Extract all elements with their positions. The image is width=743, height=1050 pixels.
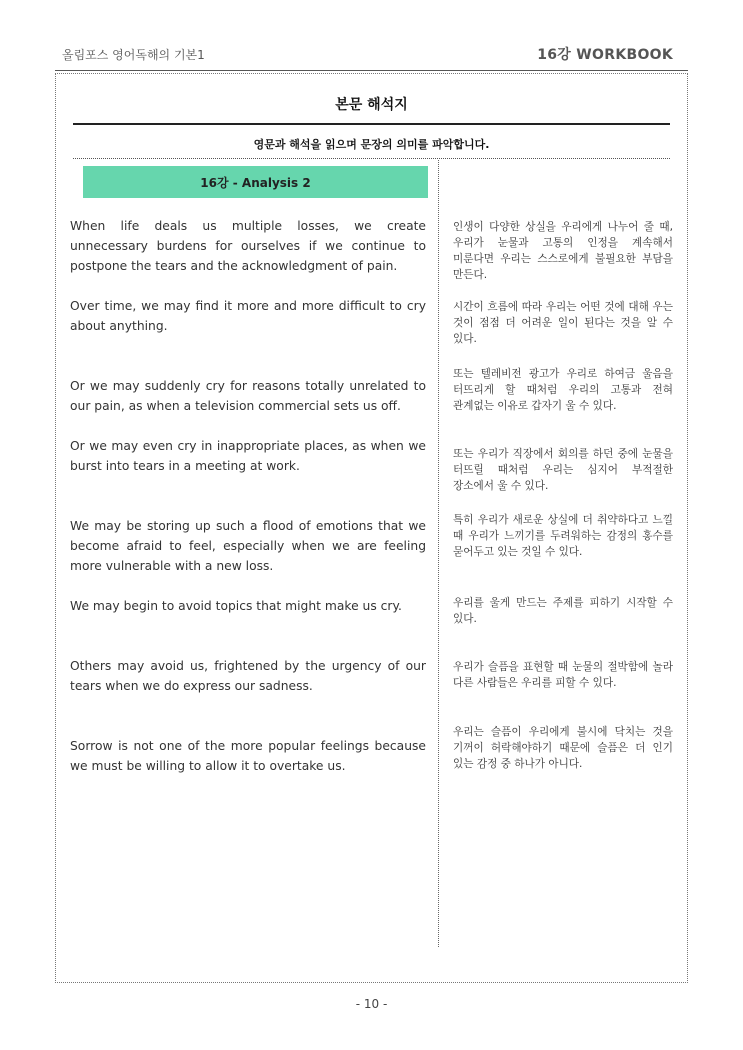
analysis-label: 16강 - Analysis 2 bbox=[83, 166, 428, 198]
lesson-label: 16강 WORKBOOK bbox=[537, 47, 673, 63]
page-title: 본문 해석지 bbox=[335, 97, 408, 113]
english-sentence-4: Or we may even cry in inappropriate places, as when we burst into tears in a meeting at work. bbox=[70, 439, 426, 473]
korean-translation-7: 우리가 슬픔을 표현할 때 눈물의 절박함에 놀라 다른 사람들은 우리를 피할 수 있다. bbox=[453, 661, 673, 689]
korean-translation-5: 특히 우리가 새로운 상실에 더 취약하다고 느낄 때 우리가 느끼기를 두려워하는 감정의 홍수를 묻어두고 있는 것일 수 있다. bbox=[453, 514, 673, 558]
english-sentence-2: Over time, we may find it more and more difficult to cry about anything. bbox=[70, 299, 426, 333]
korean-translation-8: 우리는 슬픔이 우리에게 불시에 닥치는 것을 기꺼이 허락해야하기 때문에 슬픔은 더 인기 있는 감정 중 하나가 아니다. bbox=[453, 726, 673, 770]
page-number: - 10 - bbox=[355, 997, 388, 1011]
column-divider bbox=[438, 160, 439, 947]
english-sentence-3: Or we may suddenly cry for reasons totally unrelated to our pain, as when a television commercial sets us off. bbox=[70, 379, 426, 413]
header-divider bbox=[55, 70, 688, 71]
english-sentence-8: Sorrow is not one of the more popular feelings because we must be willing to allow it to overtake us. bbox=[70, 739, 426, 773]
korean-translation-2: 시간이 흐름에 따라 우리는 어떤 것에 대해 우는 것이 점점 더 어려운 일이 된다는 것을 알 수 있다. bbox=[453, 301, 673, 345]
page-subtitle: 영문과 해석을 읽으며 문장의 의미를 파악합니다. bbox=[253, 138, 490, 151]
korean-translation-3: 또는 텔레비전 광고가 우리로 하여금 울음을 터뜨리게 할 때처럼 우리의 고통과 전혀 관계없는 이유로 갑자기 울 수 있다. bbox=[453, 368, 673, 412]
subtitle-divider bbox=[73, 158, 670, 159]
title-divider bbox=[73, 123, 670, 125]
korean-translation-6: 우리를 울게 만드는 주제를 피하기 시작할 수 있다. bbox=[453, 597, 673, 625]
korean-translation-1: 인생이 다양한 상실을 우리에게 나누어 줄 때, 우리가 눈물과 고통의 인정을 계속해서 미룬다면 우리는 스스로에게 불필요한 부담을 만든다. bbox=[453, 221, 673, 281]
english-sentence-6: We may begin to avoid topics that might make us cry. bbox=[70, 599, 402, 613]
english-sentence-5: We may be storing up such a flood of emotions that we become afraid to feel, especially when we are feeling more vulnerable with a new loss. bbox=[70, 519, 426, 573]
korean-translation-4: 또는 우리가 직장에서 회의를 하던 중에 눈물을 터뜨릴 때처럼 우리는 심지어 부적절한 장소에서 울 수 있다. bbox=[453, 448, 673, 492]
english-sentence-1: When life deals us multiple losses, we create unnecessary burdens for ourselves if we continue to postpone the tears and the acknowledgment of pain. bbox=[70, 219, 426, 273]
english-sentence-7: Others may avoid us, frightened by the urgency of our tears when we do express our sadness. bbox=[70, 659, 426, 693]
book-title: 올림포스 영어독해의 기본1 bbox=[62, 48, 205, 62]
